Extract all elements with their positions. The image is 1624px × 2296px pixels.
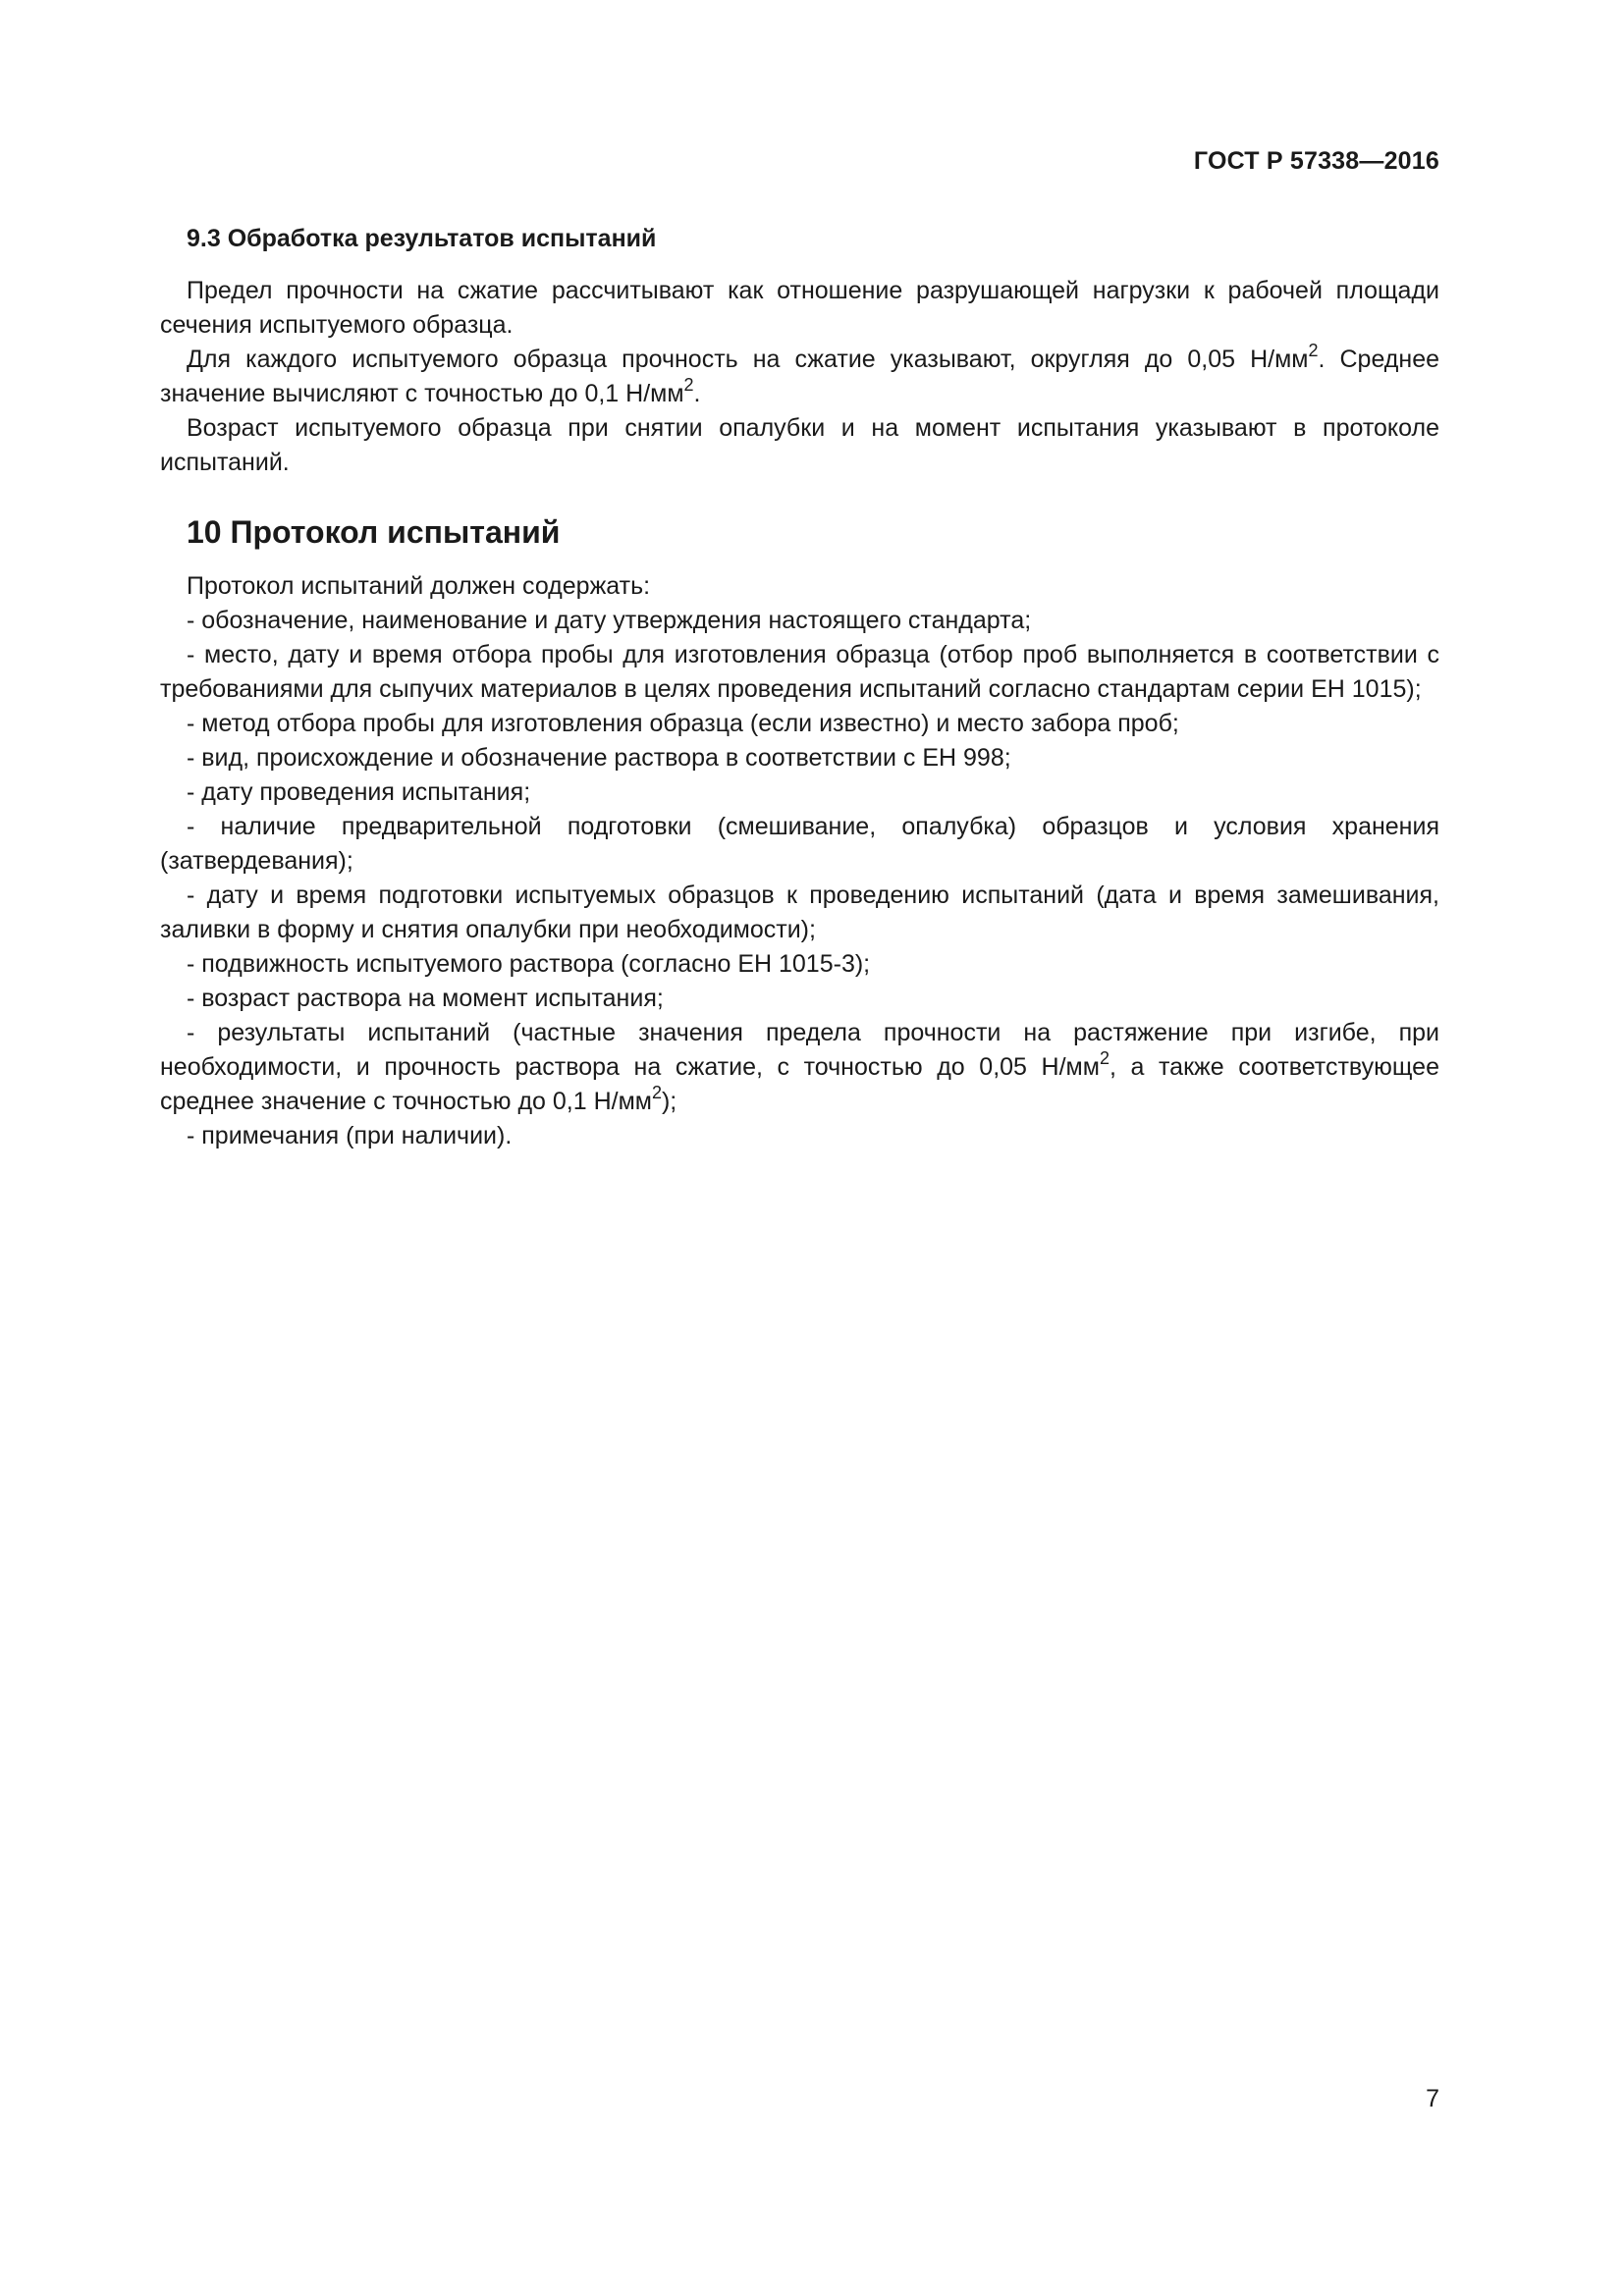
list-item: - дату проведения испытания;: [187, 778, 531, 806]
list-item: - наличие предварительной подготовки (смешивание, опалубка) образцов и условия хранения (затвердевания);: [160, 813, 1439, 875]
list-item: - подвижность испытуемого раствора (согласно ЕН 1015-3);: [187, 950, 871, 978]
superscript: 2: [651, 1082, 662, 1102]
text-run: .: [693, 380, 701, 407]
text-run: . Среднее значение вычисляют с точностью до 0,1 Н/мм: [160, 346, 1440, 407]
text-run: - результаты испытаний (частные значения предела прочности на растяжение при изгибе, при необходимости, и прочность раствора на сжатие, с точностью до 0,05 Н/мм: [160, 1019, 1439, 1081]
subsection-title: 9.3 Обработка результатов испытаний: [187, 225, 657, 252]
list-intro: Протокол испытаний должен содержать:: [187, 572, 651, 600]
paragraph-precision: [160, 340, 1440, 411]
section-title: 10 Протокол испытаний: [187, 514, 561, 550]
page-content: [160, 222, 1439, 1153]
list-item: - место, дату и время отбора пробы для изготовления образца (отбор проб выполняется в соответствии с требованиями для сыпучих материалов в целях проведения испытаний согласно стандартам серии ЕН 1015);: [160, 641, 1439, 703]
list-item: - дату и время подготовки испытуемых образцов к проведению испытаний (дата и время замешивания, заливки в форму и снятия опалубки при необходимости);: [160, 881, 1439, 943]
superscript: 2: [1099, 1047, 1110, 1068]
text-run: );: [661, 1088, 677, 1115]
list-item: - вид, происхождение и обозначение раствора в соответствии с ЕН 998;: [187, 744, 1011, 772]
list-item: - возраст раствора на момент испытания;: [187, 985, 664, 1012]
list-item: - примечания (при наличии).: [187, 1122, 513, 1149]
superscript: 2: [1308, 340, 1319, 360]
superscript: 2: [683, 374, 694, 395]
page-number: 7: [1426, 2085, 1439, 2112]
paragraph: Возраст испытуемого образца при снятии опалубки и на момент испытания указывают в протоколе испытаний.: [160, 414, 1439, 476]
list-item: - обозначение, наименование и дату утверждения настоящего стандарта;: [187, 607, 1032, 634]
text-run: , а также соответствующее среднее значение с точностью до 0,1 Н/мм: [160, 1053, 1439, 1115]
text-run: Для каждого испытуемого образца прочность на сжатие указывают, округляя до 0,05 Н/мм: [187, 346, 1309, 373]
paragraph: Предел прочности на сжатие рассчитывают как отношение разрушающей нагрузки к рабочей площади сечения испытуемого образца.: [160, 277, 1439, 339]
document-code: ГОСТ Р 57338—2016: [1193, 147, 1439, 175]
list-item-results: [160, 1016, 1439, 1119]
list-item: - метод отбора пробы для изготовления образца (если известно) и место забора проб;: [187, 710, 1179, 737]
